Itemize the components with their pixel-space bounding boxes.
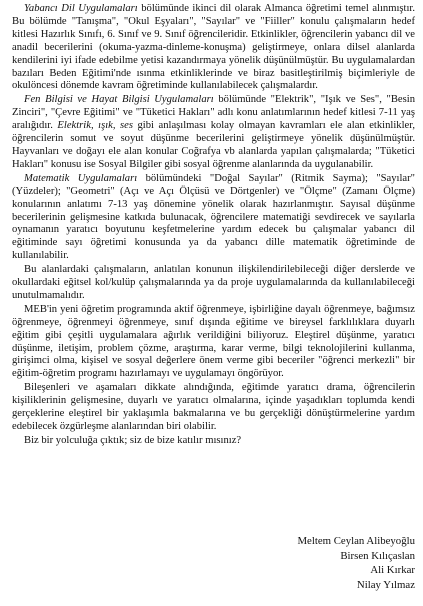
- paragraph: [12, 3, 415, 93]
- text-run: bölümündeki "Doğal Sayılar" (Ritmik Sayma); "Sayılar" (Yüzdeler); "Geometri" (Açı ve Açı Ölçüsü ve Dörtgenler) ve "Ölçme" (Zamanı Ölçme) konularının anlatımı 7-13 yaş dönemine yönelik olarak hazırlanmıştır. Sayısal düşünme becerilerinin gelişmesine katkıda bulunacak, öğrencilere matematiği sevdirecek ve sayılarla oynamanın yaratıcı boyutunu keşfetmelerine yardım edecek bu çalışmalar yabancı dil eğitiminde sayı öğretimi konusunda ya da yabancı dille matematik öğretiminde de kullanılabilir.: [12, 172, 415, 262]
- author-name: Ali Kırkar: [370, 564, 415, 577]
- italic-term: Fen Bilgisi ve Hayat Bilgisi Uygulamaları: [24, 94, 214, 106]
- paragraph: [12, 435, 415, 448]
- italic-term: Elektrik, ışık, ses: [57, 120, 133, 132]
- author-signatures: [297, 534, 415, 592]
- text-run: Bu alanlardaki çalışmaların, anlatılan konunun ilişkilendirilebileceği diğer derslerde ve okullardaki eğitsel kol/kulüp çalışmalarında ya da proje uygulamalarında da kullanılabileceği unutulmamalıdır.: [12, 264, 415, 301]
- author-name: Meltem Ceylan Alibeyoğlu: [297, 535, 415, 547]
- paragraph: [12, 382, 415, 434]
- italic-term: Matematik Uygulamaları: [24, 172, 138, 184]
- paragraph: [12, 304, 415, 381]
- text-run: MEB'in yeni öğretim programında aktif öğrenmeye, işbirliğine dayalı öğrenmeye, bağımsız öğrenmeye, öğrenmeyi öğrenmeye, sınıf dışında eğitime ve bireysel farklılıklara duyarlı eğitim gibi çeşitli uygulamalara ağırlık verildiğini biliyoruz. Eleştirel düşünme, yaratıcı düşünme, iletişim, problem çözme, araştırma, karar verme, bilgi teknolojilerini kullanma, girişimci olma, kişisel ve sosyal değerlere önem verme gibi beceriler "öğrenci merkezli" bir eğitim-öğretim programı hazırlamayı ve uygulamayı öngörüyor.: [12, 303, 415, 380]
- text-run: bölümünde "Elektrik", "Işık ve Ses", "Besin Zinciri", "Çevre Eğitimi" ve "Tüketici Hakları" adlı konu anlatımlarının hedef kitlesi 7-11 yaş aralığıdır.: [12, 94, 415, 132]
- paragraph: [12, 264, 415, 303]
- author-name: Birsen Kılıçaslan: [340, 549, 415, 562]
- text-run: gibi anlaşılması kolay olmayan kavramları ele alan etkinlikler, öğrencilerin somut ve soyut düşünme becerilerini geliştirmeye yönelik düşünülmüştür. Hayvanları ve doğayı ele alan konular Coğrafya vb alanlarda yapılan çalışmalarda; "Tüketici Hakları" konusu ise Sosyal Bilgiler gibi sosyal öğrenme alanlarında da uygulanabilir.: [12, 120, 415, 170]
- text-run: Bileşenleri ve aşamaları dikkate alındığında, eğitimde yaratıcı drama, öğrencilerin kişiliklerinin gelişmesine, duyarlı ve yaratıcı olmalarına, içinde yaşadıkları toplumda kendi gerçeklerine eleştirel bir yaklaşımla bakmalarına ve bu gerçekliği dönüştürmelerine yardım edebilecek özgürleşme alanlarından biri olabilir.: [12, 382, 415, 432]
- text-run: Biz bir yolculuğa çıktık; siz de bize katılır mısınız?: [24, 434, 242, 446]
- paragraph: [12, 94, 415, 171]
- italic-term: Yabancı Dil Uygulamaları: [24, 3, 138, 14]
- paragraph: [12, 173, 415, 263]
- text-run: bölümünde ikinci dil olarak Almanca öğretimi temel alınmıştır. Bu bölümde "Tanışma", "Okul Eşyaları", "Sayılar" ve "Fiiller" konulu çalışmaların hedef kitlesi Hazırlık Sınıfı, 6. Sınıf ve 9. Sınıf öğrencileridir. Etkinlikler, öğrencilerin yabancı dil ve anadil becerilerini (okuma-yazma-dinleme-konuşma) geliştirmeye, onlara dilsel alanlarda kendilerini iyi ifade edebilme yetisi kazandırmaya yönelik düşünülmüştür. Bu uygulamalardan bazıları Beden Eğitimi'nde ısınma etkinliklerinde ve biraz basitleştirilmiş biçimleriyle de okulöncesi dönemde kavram öğretiminde kullanılabilecek çalışmalardır.: [12, 3, 415, 92]
- body-text: [12, 3, 415, 448]
- author-name: Nilay Yılmaz: [356, 578, 415, 591]
